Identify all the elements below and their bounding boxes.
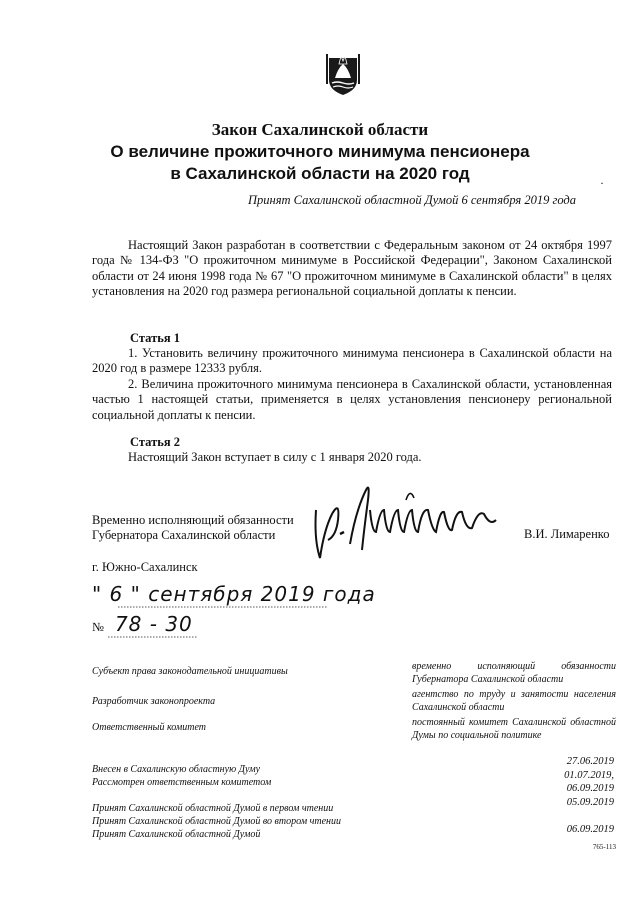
- signatory-name: В.И. Лимаренко: [524, 527, 610, 541]
- developer-value: агентство по труду и занятости населения Сахалинской области: [412, 689, 616, 713]
- stray-mark: ·: [600, 176, 604, 190]
- second-reading-label: Принят Сахалинской областной Думой во втором чтении: [92, 816, 342, 827]
- reviewed-date-1: 01.07.2019,: [564, 770, 614, 781]
- submitted-date: 27.06.2019: [566, 756, 614, 767]
- signatory-position: [92, 513, 294, 544]
- committee-value: постоянный комитет Сахалинской областной Думы по социальной политике: [412, 717, 616, 741]
- article-1-part-2-text: 2. Величина прожиточного минимума пенсионера в Сахалинской области, установленная частью 1 настоящей статьи, применяется в целях установления пенсионеру региональной социальной доплаты к пенсии.: [92, 377, 612, 422]
- reviewed-label: Рассмотрен ответственным комитетом: [92, 777, 272, 788]
- article-1-part-1-text: 1. Установить величину прожиточного минимума пенсионера в Сахалинской области на 2020 год в размере 12333 рубля.: [92, 346, 612, 376]
- final-adoption-label: Принят Сахалинской областной Думой: [92, 829, 261, 840]
- article-1-part-2: [92, 377, 612, 423]
- number-underline: [108, 634, 198, 640]
- preamble-text: Настоящий Закон разработан в соответствии с Федеральным законом от 24 октября 1997 года № 134-ФЗ "О прожиточном минимуме в Российской Федерации", Законом Сахалинской области от 24 июня 1998 года № 67 "О прожиточном минимуме в Сахалинской области" в целях установления на 2020 год размера региональной социальной доплаты к пенсии.: [92, 238, 612, 299]
- signing-date-handwritten: " 6 " сентября 2019 года: [92, 582, 376, 606]
- adoption-note: Принят Сахалинской областной Думой 6 сентября 2019 года: [247, 193, 576, 207]
- final-adoption-date: 06.09.2019: [566, 824, 614, 835]
- developer-label: Разработчик законопроекта: [92, 696, 216, 707]
- signatory-position-line2: Губернатора Сахалинской области: [92, 528, 276, 543]
- first-reading-label: Принят Сахалинской областной Думой в первом чтении: [92, 803, 334, 814]
- committee-label: Ответственный комитет: [92, 722, 206, 733]
- law-subtitle-line2: в Сахалинской области на 2020 год: [170, 164, 470, 183]
- initiative-subject-value: временно исполняющий обязанности Губернатора Сахалинской области: [412, 661, 616, 685]
- article-1-part-1: [92, 346, 612, 377]
- article-2-part-1: [92, 450, 612, 465]
- article-2-title: Статья 2: [130, 435, 180, 449]
- law-number-handwritten: 78 - 30: [114, 612, 193, 636]
- signing-city: г. Южно-Сахалинск: [92, 560, 198, 574]
- signatory-position-line1: Временно исполняющий обязанности: [92, 513, 294, 527]
- initiative-subject-label: Субъект права законодательной инициативы: [92, 666, 288, 677]
- preamble-paragraph: [92, 238, 612, 300]
- article-1-title: Статья 1: [130, 331, 180, 345]
- law-number: [92, 612, 193, 636]
- reviewed-date-2: 06.09.2019: [566, 783, 614, 794]
- document-stamp: 765-113: [592, 843, 616, 851]
- first-reading-date: 05.09.2019: [566, 797, 614, 808]
- article-2-text: Настоящий Закон вступает в силу с 1 января 2020 года.: [128, 450, 422, 464]
- coat-of-arms-emblem: [326, 52, 360, 96]
- date-underline: [118, 604, 328, 610]
- law-title: Закон Сахалинской области: [211, 120, 429, 139]
- number-sign: №: [92, 620, 105, 634]
- submitted-label: Внесен в Сахалинскую областную Думу: [92, 764, 261, 775]
- handwritten-signature: [306, 470, 516, 570]
- law-subtitle-line1: О величине прожиточного минимума пенсионера: [110, 142, 530, 161]
